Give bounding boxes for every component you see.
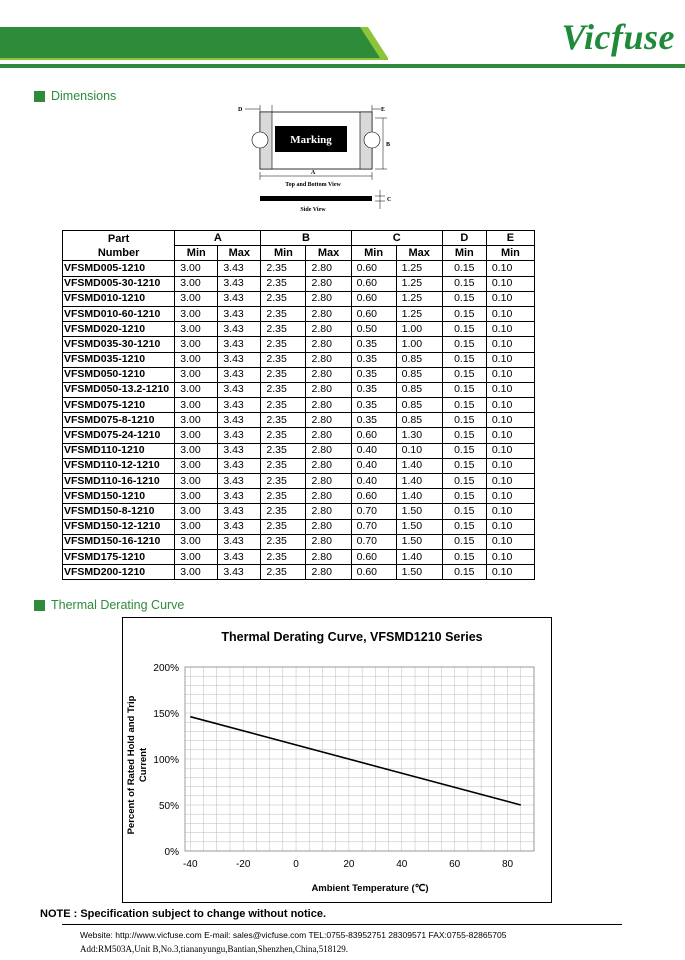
dimension-cell: 1.40	[396, 489, 442, 504]
table-row	[63, 565, 535, 580]
table-row	[63, 398, 535, 413]
x-tick-label: 40	[396, 859, 408, 870]
header-group-b: B	[261, 231, 351, 246]
table-row	[63, 519, 535, 534]
dimension-cell: 0.10	[486, 291, 534, 306]
dimension-cell: 3.43	[218, 398, 261, 413]
dimension-cell: 3.43	[218, 382, 261, 397]
dimension-cell: 2.35	[261, 367, 306, 382]
dimension-cell: 0.15	[442, 398, 486, 413]
dimension-cell: 0.10	[486, 489, 534, 504]
part-number-cell: VFSMD050-13.2-1210	[63, 382, 175, 397]
x-tick-label: 20	[343, 859, 355, 870]
dimension-cell: 0.85	[396, 382, 442, 397]
section-thermal	[34, 598, 184, 612]
dim-label-d: D	[238, 107, 243, 113]
table-row	[63, 489, 535, 504]
dimension-cell: 2.35	[261, 398, 306, 413]
dimension-cell: 0.15	[442, 322, 486, 337]
dimension-cell: 0.10	[486, 565, 534, 580]
header-group-d: D	[442, 231, 486, 246]
right-notch	[364, 132, 380, 148]
dimension-cell: 2.80	[306, 443, 351, 458]
dimension-cell: 0.40	[351, 474, 396, 489]
part-number-cell: VFSMD110-16-1210	[63, 474, 175, 489]
dimension-cell: 3.43	[218, 413, 261, 428]
dimension-cell: 2.35	[261, 261, 306, 276]
table-row	[63, 428, 535, 443]
part-number-cell: VFSMD150-1210	[63, 489, 175, 504]
dimension-cell: 0.10	[486, 534, 534, 549]
dimension-cell: 1.50	[396, 565, 442, 580]
dimension-cell: 1.25	[396, 276, 442, 291]
dimension-cell: 2.80	[306, 489, 351, 504]
dimension-cell: 1.25	[396, 291, 442, 306]
dimension-cell: 0.15	[442, 458, 486, 473]
dimension-cell: 0.85	[396, 367, 442, 382]
dimension-cell: 0.60	[351, 428, 396, 443]
dimension-cell: 0.40	[351, 458, 396, 473]
dimension-cell: 0.10	[486, 443, 534, 458]
dimension-cell: 0.15	[442, 474, 486, 489]
part-number-cell: VFSMD035-1210	[63, 352, 175, 367]
x-tick-label: -20	[235, 859, 251, 870]
page-header	[0, 0, 685, 75]
dimension-cell: 3.43	[218, 504, 261, 519]
dimension-cell: 0.10	[396, 443, 442, 458]
part-number-cell: VFSMD050-1210	[63, 367, 175, 382]
table-body	[63, 261, 535, 580]
dimension-cell: 0.35	[351, 337, 396, 352]
dimension-cell: 2.35	[261, 291, 306, 306]
side-view-body	[260, 196, 372, 201]
dimension-cell: 2.80	[306, 458, 351, 473]
part-number-cell: VFSMD110-12-1210	[63, 458, 175, 473]
side-view-caption: Side View	[300, 207, 326, 213]
dimension-cell: 0.60	[351, 276, 396, 291]
x-tick-label: 0	[293, 859, 299, 870]
dimension-cell: 0.60	[351, 549, 396, 564]
dimension-cell: 3.43	[218, 474, 261, 489]
dimension-cell: 0.15	[442, 549, 486, 564]
dimension-cell: 2.35	[261, 474, 306, 489]
dimension-cell: 0.10	[486, 519, 534, 534]
dimension-cell: 0.15	[442, 306, 486, 321]
table-row	[63, 474, 535, 489]
part-number-cell: VFSMD020-1210	[63, 322, 175, 337]
dimension-cell: 3.00	[175, 443, 218, 458]
dim-label-e: E	[381, 107, 386, 113]
table-row	[63, 382, 535, 397]
table-row	[63, 504, 535, 519]
dimension-cell: 2.35	[261, 428, 306, 443]
dimension-cell: 0.70	[351, 504, 396, 519]
chart-title: Thermal Derating Curve, VFSMD1210 Series	[221, 630, 483, 644]
part-number-cell: VFSMD035-30-1210	[63, 337, 175, 352]
dimension-cell: 0.40	[351, 443, 396, 458]
dimension-cell: 3.43	[218, 519, 261, 534]
dimension-cell: 0.15	[442, 276, 486, 291]
y-tick-label: 100%	[153, 755, 179, 766]
dimension-cell: 3.43	[218, 549, 261, 564]
dimension-cell: 3.00	[175, 413, 218, 428]
dimension-cell: 3.43	[218, 306, 261, 321]
dimension-cell: 1.30	[396, 428, 442, 443]
dimension-cell: 0.10	[486, 276, 534, 291]
dimension-cell: 3.43	[218, 322, 261, 337]
table-row	[63, 352, 535, 367]
dimension-cell: 0.10	[486, 549, 534, 564]
table-row	[63, 306, 535, 321]
dimension-cell: 2.80	[306, 428, 351, 443]
banner-bottom-rule	[0, 64, 685, 68]
dimension-cell: 0.15	[442, 489, 486, 504]
dimension-cell: 2.80	[306, 306, 351, 321]
dimension-cell: 2.80	[306, 504, 351, 519]
part-number-cell: VFSMD110-1210	[63, 443, 175, 458]
dimension-cell: 2.80	[306, 534, 351, 549]
dimension-cell: 2.35	[261, 382, 306, 397]
dimension-cell: 0.15	[442, 443, 486, 458]
dimension-cell: 0.35	[351, 413, 396, 428]
part-number-cell: VFSMD150-12-1210	[63, 519, 175, 534]
dimension-cell: 2.80	[306, 367, 351, 382]
y-tick-label: 0%	[164, 847, 179, 858]
spec-note: NOTE : Specification subject to change without notice.	[40, 908, 327, 920]
dimension-cell: 3.00	[175, 428, 218, 443]
dimension-cell: 3.43	[218, 443, 261, 458]
dimension-cell: 2.80	[306, 337, 351, 352]
dimension-cell: 0.10	[486, 382, 534, 397]
dimension-cell: 1.25	[396, 261, 442, 276]
dimension-cell: 0.10	[486, 458, 534, 473]
dimension-cell: 2.80	[306, 322, 351, 337]
dimension-cell: 1.50	[396, 504, 442, 519]
dimension-cell: 0.10	[486, 306, 534, 321]
dimension-cell: 0.35	[351, 367, 396, 382]
dimension-cell: 2.80	[306, 352, 351, 367]
dimension-cell: 0.10	[486, 504, 534, 519]
dimension-cell: 1.00	[396, 337, 442, 352]
dimension-cell: 2.80	[306, 474, 351, 489]
dimension-cell: 3.43	[218, 534, 261, 549]
dimension-cell: 2.35	[261, 489, 306, 504]
dimension-cell: 0.10	[486, 261, 534, 276]
dimension-cell: 0.60	[351, 565, 396, 580]
dimension-cell: 2.80	[306, 549, 351, 564]
dimension-cell: 0.10	[486, 367, 534, 382]
dimension-cell: 2.80	[306, 261, 351, 276]
part-number-cell: VFSMD005-30-1210	[63, 276, 175, 291]
header-part-number	[63, 231, 175, 261]
dimension-cell: 0.15	[442, 382, 486, 397]
dimension-cell: 3.43	[218, 428, 261, 443]
part-number-cell: VFSMD010-1210	[63, 291, 175, 306]
dimension-cell: 0.85	[396, 352, 442, 367]
table-row	[63, 291, 535, 306]
dimension-cell: 2.80	[306, 291, 351, 306]
dim-label-c: C	[387, 197, 392, 203]
dimension-cell: 3.00	[175, 352, 218, 367]
dimension-cell: 2.35	[261, 549, 306, 564]
dimension-cell: 1.40	[396, 474, 442, 489]
x-tick-label: -40	[183, 859, 198, 870]
brand-logo: Vicfuse	[561, 17, 675, 57]
dimension-cell: 3.00	[175, 534, 218, 549]
dimension-cell: 2.35	[261, 276, 306, 291]
dimension-cell: 3.43	[218, 458, 261, 473]
left-notch	[252, 132, 268, 148]
dimension-cell: 2.80	[306, 565, 351, 580]
dimension-cell: 3.00	[175, 291, 218, 306]
dimension-cell: 0.10	[486, 474, 534, 489]
dimension-cell: 0.15	[442, 367, 486, 382]
table-row	[63, 337, 535, 352]
chart-ylabel-line1: Percent of Rated Hold and Trip	[126, 695, 137, 835]
dimension-cell: 3.43	[218, 352, 261, 367]
dimension-cell: 3.00	[175, 519, 218, 534]
dimension-cell: 0.15	[442, 534, 486, 549]
dimension-cell: 3.00	[175, 504, 218, 519]
section-bullet-icon	[34, 91, 45, 102]
dim-label-a: A	[310, 170, 316, 176]
part-number-cell: VFSMD075-8-1210	[63, 413, 175, 428]
dimension-cell: 3.43	[218, 337, 261, 352]
header-group-c: C	[351, 231, 442, 246]
dimension-cell: 0.15	[442, 291, 486, 306]
table-row	[63, 276, 535, 291]
header-group-e: E	[486, 231, 534, 246]
part-number-cell: VFSMD200-1210	[63, 565, 175, 580]
dimension-cell: 2.80	[306, 398, 351, 413]
part-number-cell: VFSMD150-8-1210	[63, 504, 175, 519]
dimension-cell: 0.70	[351, 534, 396, 549]
dimension-cell: 0.10	[486, 322, 534, 337]
dimension-cell: 3.00	[175, 337, 218, 352]
dimension-cell: 0.70	[351, 519, 396, 534]
footer-address: Add:RM503A,Unit B,No.3,tiananyungu,Bantian,Shenzhen,China,518129.	[80, 944, 348, 954]
dimension-cell: 0.50	[351, 322, 396, 337]
dimension-cell: 0.35	[351, 398, 396, 413]
table-row	[63, 261, 535, 276]
dimension-cell: 0.10	[486, 352, 534, 367]
part-number-cell: VFSMD075-1210	[63, 398, 175, 413]
table-row	[63, 322, 535, 337]
table-header-row-1	[63, 231, 535, 246]
dim-label-b: B	[386, 142, 391, 148]
dimension-cell: 2.80	[306, 413, 351, 428]
footer-divider	[62, 924, 622, 925]
x-tick-label: 80	[501, 859, 514, 870]
dimension-cell: 0.10	[486, 413, 534, 428]
dimension-cell: 3.00	[175, 474, 218, 489]
dimension-cell: 1.40	[396, 549, 442, 564]
table-row	[63, 443, 535, 458]
dimension-cell: 2.35	[261, 306, 306, 321]
dimension-cell: 1.25	[396, 306, 442, 321]
header-part-line1: Part	[107, 232, 130, 245]
table-row	[63, 549, 535, 564]
dimension-cell: 3.43	[218, 276, 261, 291]
dimension-cell: 0.15	[442, 519, 486, 534]
subheader-c-min: Min	[351, 246, 396, 261]
dimension-cell: 0.15	[442, 261, 486, 276]
subheader-e-min: Min	[486, 246, 534, 261]
dimension-cell: 0.15	[442, 337, 486, 352]
top-view-caption: Top and Bottom View	[285, 182, 341, 188]
subheader-b-max: Max	[306, 246, 351, 261]
dimension-cell: 3.00	[175, 549, 218, 564]
subheader-a-max: Max	[218, 246, 261, 261]
dimension-cell: 3.00	[175, 398, 218, 413]
header-part-line2: Number	[97, 246, 140, 259]
dimension-cell: 3.00	[175, 489, 218, 504]
dimension-cell: 0.85	[396, 398, 442, 413]
dimension-cell: 0.10	[486, 398, 534, 413]
dimension-cell: 1.50	[396, 534, 442, 549]
table-row	[63, 413, 535, 428]
dimension-cell: 1.00	[396, 322, 442, 337]
dimension-cell: 0.15	[442, 565, 486, 580]
dimension-cell: 2.80	[306, 382, 351, 397]
footer-contact: Website: http://www.vicfuse.com E-mail: sales@vicfuse.com TEL:0755-83952751 28309571 FAX:0755-82865705	[80, 930, 507, 940]
part-number-cell: VFSMD075-24-1210	[63, 428, 175, 443]
dimension-cell: 2.35	[261, 519, 306, 534]
dimension-cell: 2.35	[261, 322, 306, 337]
dimension-cell: 0.35	[351, 382, 396, 397]
table-row	[63, 367, 535, 382]
chart-xlabel: Ambient Temperature (℃)	[311, 883, 429, 894]
marking-label: Marking	[290, 134, 332, 146]
dimension-cell: 0.60	[351, 306, 396, 321]
y-tick-label: 50%	[158, 801, 179, 812]
dimension-drawing	[225, 100, 400, 215]
dimension-cell: 2.35	[261, 504, 306, 519]
dimensions-table	[62, 230, 535, 580]
dimension-cell: 0.15	[442, 428, 486, 443]
section-dimensions	[34, 89, 116, 103]
dimension-cell: 2.35	[261, 443, 306, 458]
chart-ylabel-line2: Current	[138, 747, 149, 783]
dimension-cell: 3.00	[175, 322, 218, 337]
section-bullet-icon	[34, 600, 45, 611]
part-number-cell: VFSMD150-16-1210	[63, 534, 175, 549]
dimension-cell: 1.50	[396, 519, 442, 534]
dimension-cell: 2.35	[261, 337, 306, 352]
dimension-cell: 3.43	[218, 367, 261, 382]
dimension-cell: 3.00	[175, 458, 218, 473]
part-number-cell: VFSMD005-1210	[63, 261, 175, 276]
thermal-derating-chart	[122, 617, 552, 903]
subheader-c-max: Max	[396, 246, 442, 261]
dimension-cell: 3.00	[175, 276, 218, 291]
dimension-cell: 3.00	[175, 261, 218, 276]
dimension-cell: 2.35	[261, 458, 306, 473]
dimension-cell: 3.00	[175, 565, 218, 580]
dimension-cell: 0.15	[442, 413, 486, 428]
section-dimensions-title: Dimensions	[51, 89, 117, 103]
table-row	[63, 458, 535, 473]
dimension-cell: 2.35	[261, 565, 306, 580]
y-tick-label: 200%	[153, 663, 179, 674]
chart-grid	[185, 667, 534, 851]
table-row	[63, 534, 535, 549]
subheader-a-min: Min	[175, 246, 218, 261]
part-number-cell: VFSMD010-60-1210	[63, 306, 175, 321]
dimension-cell: 2.35	[261, 413, 306, 428]
dimension-cell: 3.43	[218, 489, 261, 504]
dimension-cell: 0.10	[486, 428, 534, 443]
x-tick-label: 60	[449, 859, 461, 870]
subheader-b-min: Min	[261, 246, 306, 261]
dimension-cell: 3.00	[175, 382, 218, 397]
dimension-cell: 0.60	[351, 291, 396, 306]
dimension-cell: 0.15	[442, 352, 486, 367]
banner-dark-stripe	[0, 27, 380, 58]
dimension-cell: 3.00	[175, 367, 218, 382]
section-thermal-title: Thermal Derating Curve	[51, 598, 185, 612]
dimension-cell: 3.43	[218, 261, 261, 276]
dimension-cell: 3.00	[175, 306, 218, 321]
dimension-cell: 2.35	[261, 534, 306, 549]
part-number-cell: VFSMD175-1210	[63, 549, 175, 564]
header-group-a: A	[175, 231, 261, 246]
dimension-cell: 2.35	[261, 352, 306, 367]
dimension-cell: 0.60	[351, 261, 396, 276]
dimension-cell: 0.35	[351, 352, 396, 367]
dimension-cell: 3.43	[218, 565, 261, 580]
subheader-d-min: Min	[442, 246, 486, 261]
dimension-cell: 0.10	[486, 337, 534, 352]
y-tick-label: 150%	[153, 709, 179, 720]
dimension-cell: 2.80	[306, 519, 351, 534]
dimension-cell: 0.60	[351, 489, 396, 504]
dimension-cell: 0.85	[396, 413, 442, 428]
dimension-cell: 0.15	[442, 504, 486, 519]
dimension-cell: 2.80	[306, 276, 351, 291]
dimension-cell: 1.40	[396, 458, 442, 473]
dimension-cell: 3.43	[218, 291, 261, 306]
